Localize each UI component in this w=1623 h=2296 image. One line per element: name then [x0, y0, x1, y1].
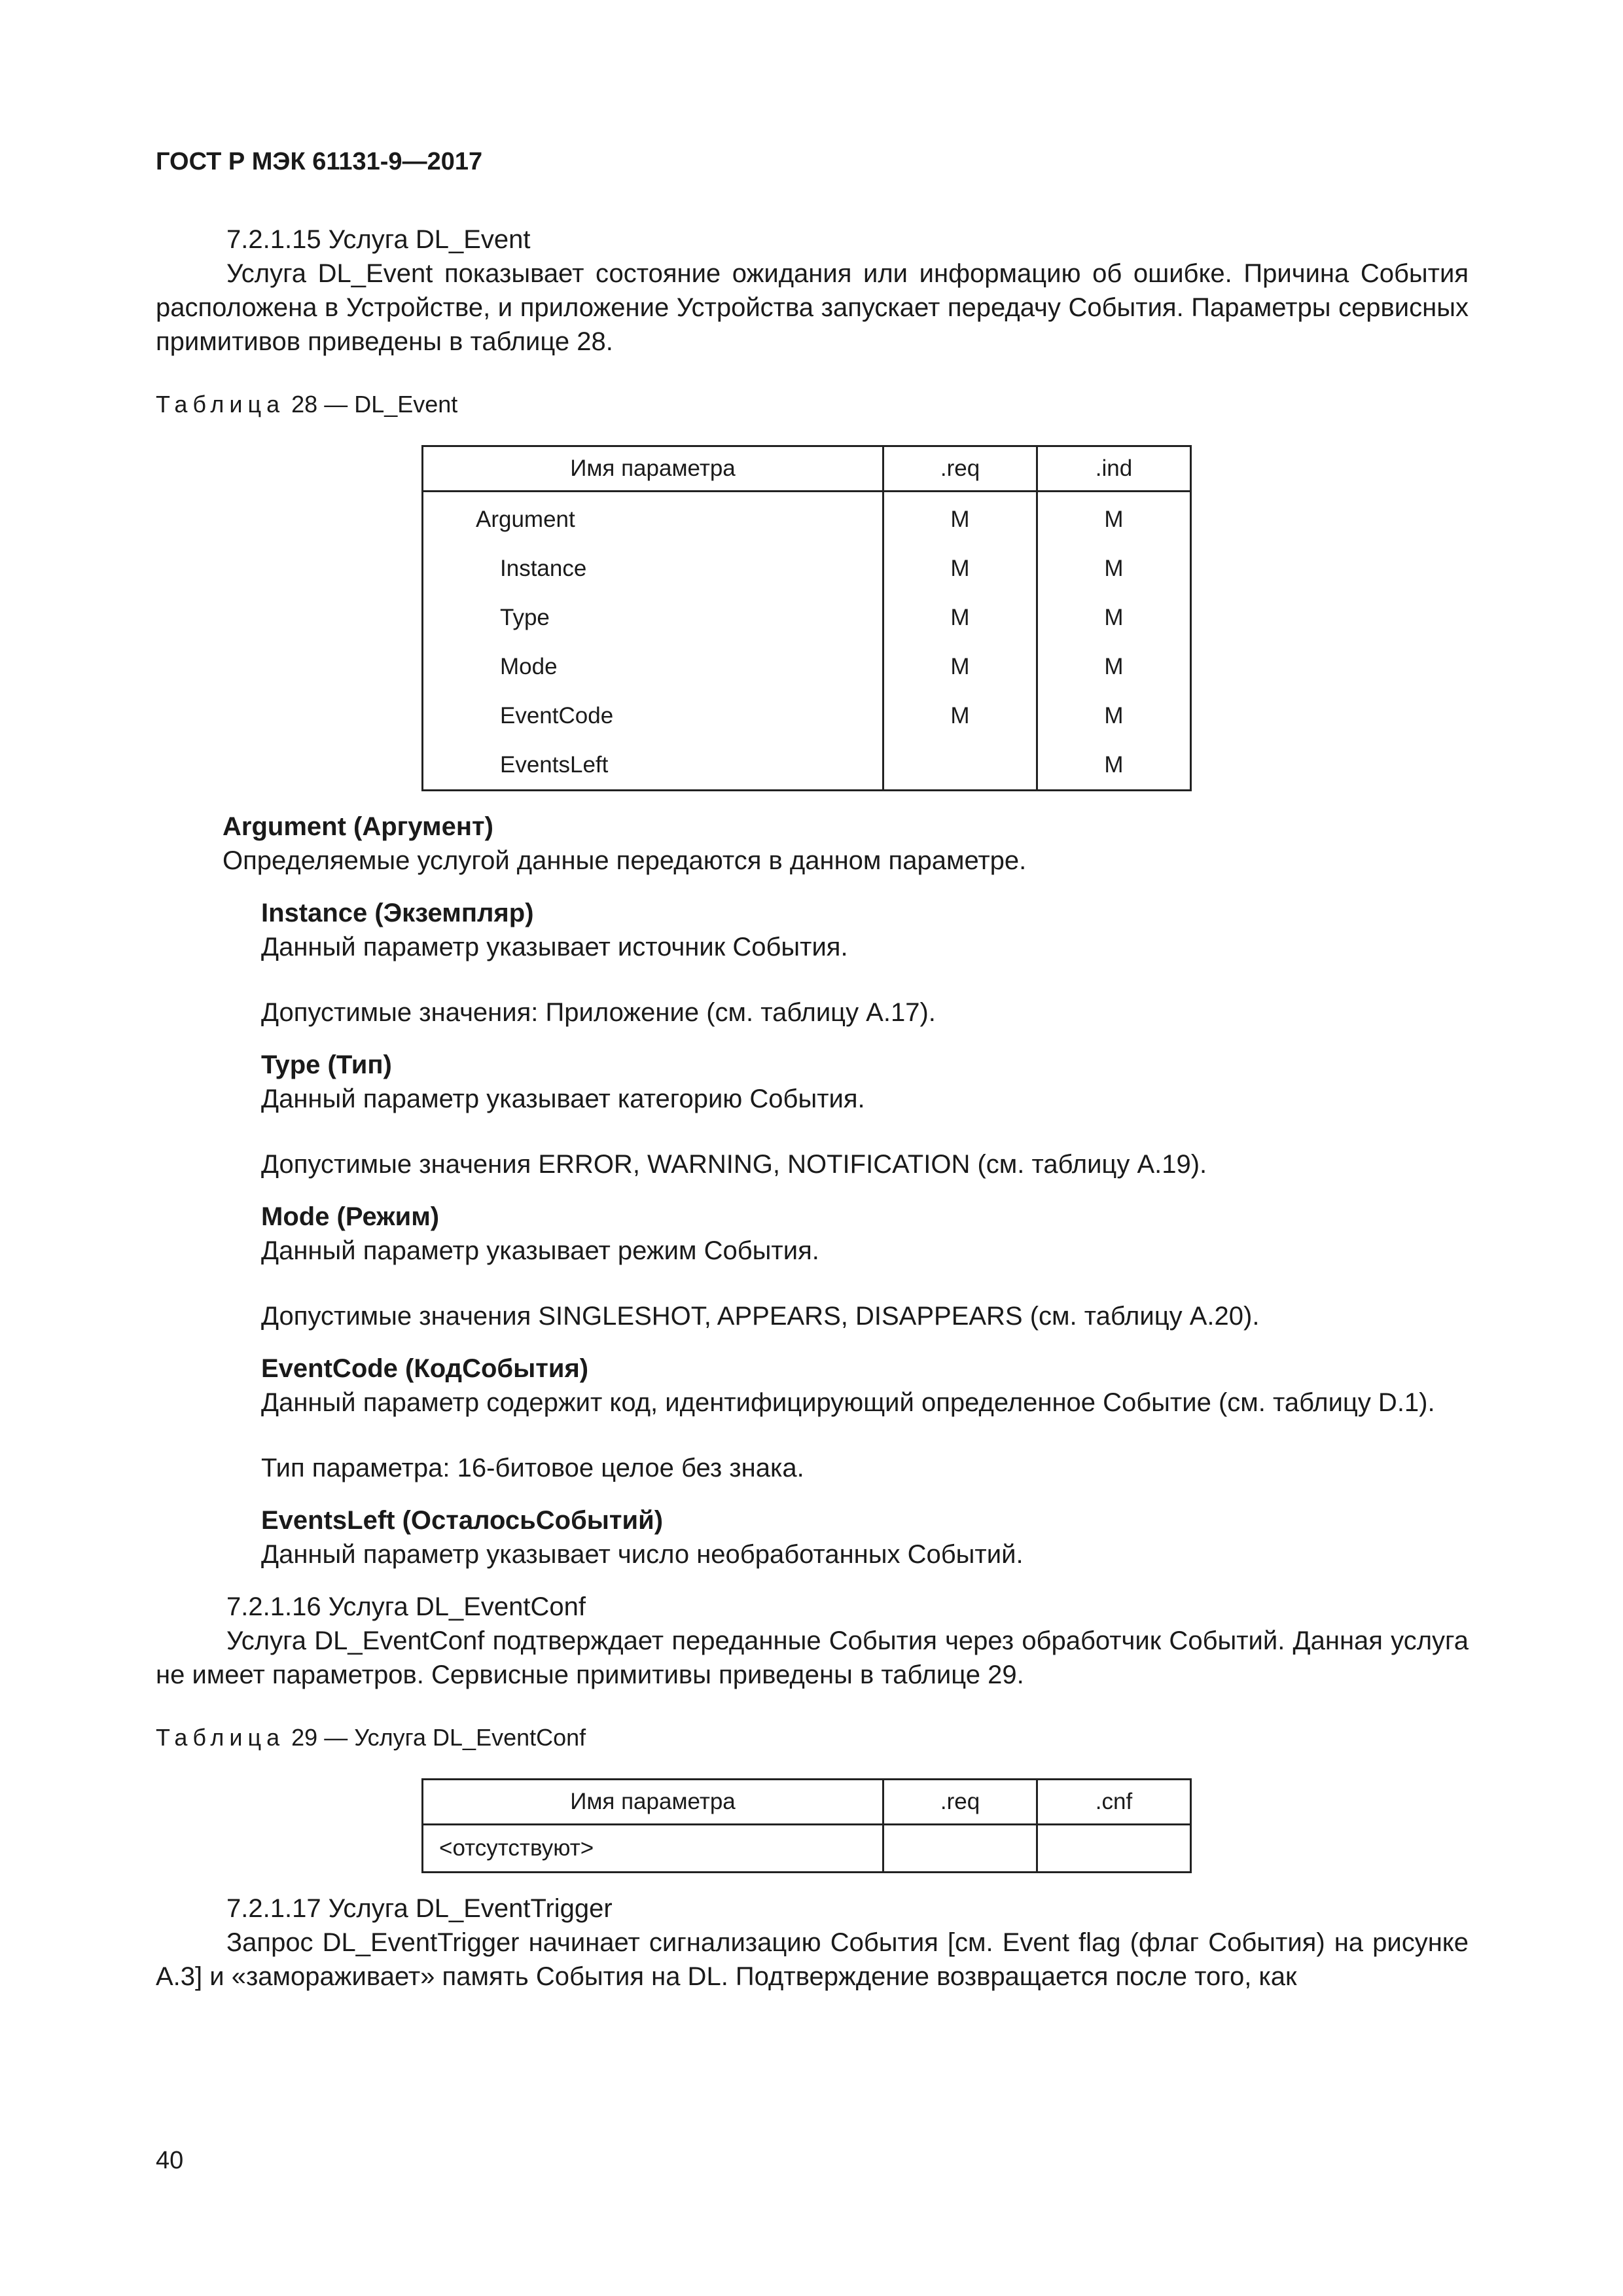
param-values-type: Допустимые значения ERROR, WARNING, NOTIFICATION (см. таблицу А.19).	[261, 1150, 1207, 1179]
header-param-name: Имя параметра	[423, 1780, 883, 1825]
param-text-eventcode: Данный параметр содержит код, идентифицирующий определенное Событие (см. таблицу D.1).	[261, 1388, 1435, 1417]
param-cnf	[1037, 1825, 1191, 1873]
param-name: Argument	[423, 492, 883, 545]
caption-rest: 29 — Услуга DL_EventConf	[285, 1724, 586, 1751]
header-cnf: .cnf	[1037, 1780, 1191, 1825]
param-block-eventsleft	[261, 1503, 1469, 1571]
param-values-mode: Допустимые значения SINGLESHOT, APPEARS, DISAPPEARS (см. таблицу А.20).	[261, 1302, 1260, 1331]
param-text-instance: Данный параметр указывает источник События.	[261, 933, 848, 961]
param-block-type	[261, 1048, 1469, 1181]
param-name: Instance	[423, 544, 883, 593]
param-values-eventcode: Тип параметра: 16-битовое целое без знака.	[261, 1454, 804, 1482]
param-text-type: Данный параметр указывает категорию События.	[261, 1085, 865, 1113]
param-title-instance: Instance (Экземпляр)	[261, 899, 534, 927]
param-name: Mode	[423, 642, 883, 691]
param-req	[883, 1825, 1037, 1873]
param-req: M	[883, 544, 1037, 593]
section-heading-7-2-1-15: 7.2.1.15 Услуга DL_Event	[226, 225, 531, 254]
param-req: M	[883, 593, 1037, 642]
param-ind: M	[1037, 691, 1191, 740]
param-block-eventcode	[261, 1352, 1469, 1485]
table-row	[423, 492, 1191, 545]
table-29	[421, 1778, 1192, 1873]
caption-word: Таблица	[156, 391, 285, 418]
param-title-argument: Argument (Аргумент)	[223, 812, 493, 841]
section-text-7-2-1-16: Услуга DL_EventConf подтверждает переданные События через обработчик Событий. Данная услуга не имеет параметров. Сервисные примитивы приведены в таблице 29.	[156, 1626, 1469, 1689]
param-ind: M	[1037, 642, 1191, 691]
param-name: EventsLeft	[423, 740, 883, 791]
table-28-caption	[156, 387, 1469, 422]
param-text-eventsleft: Данный параметр указывает число необработанных Событий.	[261, 1540, 1024, 1569]
table-header-row	[423, 446, 1191, 492]
param-block-instance	[261, 896, 1469, 1030]
param-text-argument: Определяемые услугой данные передаются в данном параметре.	[223, 846, 1027, 875]
table-row	[423, 642, 1191, 691]
table-row	[423, 740, 1191, 791]
header-req: .req	[883, 1780, 1037, 1825]
param-req	[883, 740, 1037, 791]
param-title-mode: Mode (Режим)	[261, 1202, 440, 1231]
section-text-7-2-1-17: Запрос DL_EventTrigger начинает сигнализацию События [см. Event flag (флаг События) на рисунке А.3] и «замораживает» память События на DL. Подтверждение возвращается после того, как	[156, 1928, 1469, 1991]
param-title-eventcode: EventCode (КодСобытия)	[261, 1354, 589, 1383]
param-name: EventCode	[423, 691, 883, 740]
section-text-7-2-1-15: Услуга DL_Event показывает состояние ожидания или информацию об ошибке. Причина События расположена в Устройстве, и приложение Устройства запускает передачу События. Параметры сервисных примитивов приведены в таблице 28.	[156, 259, 1469, 356]
param-name: Type	[423, 593, 883, 642]
caption-word: Таблица	[156, 1724, 285, 1751]
table-row	[423, 593, 1191, 642]
caption-rest: 28 — DL_Event	[285, 391, 458, 418]
param-block-argument	[223, 810, 1469, 878]
param-ind: M	[1037, 593, 1191, 642]
param-req: M	[883, 691, 1037, 740]
table-29-caption	[156, 1721, 1469, 1755]
param-values-instance: Допустимые значения: Приложение (см. таблицу А.17).	[261, 998, 936, 1027]
page-number: 40	[156, 2147, 184, 2174]
section-heading-7-2-1-16: 7.2.1.16 Услуга DL_EventConf	[226, 1592, 586, 1621]
page-content	[156, 223, 1469, 1994]
header-param-name: Имя параметра	[423, 446, 883, 492]
header-req: .req	[883, 446, 1037, 492]
param-req: M	[883, 492, 1037, 545]
document-header: ГОСТ Р МЭК 61131-9—2017	[156, 148, 483, 175]
table-28	[421, 445, 1192, 791]
param-text-mode: Данный параметр указывает режим События.	[261, 1236, 819, 1265]
param-title-eventsleft: EventsLeft (ОсталосьСобытий)	[261, 1506, 664, 1535]
param-req: M	[883, 642, 1037, 691]
table-row	[423, 691, 1191, 740]
param-name: <отсутствуют>	[423, 1825, 883, 1873]
table-header-row	[423, 1780, 1191, 1825]
param-ind: M	[1037, 492, 1191, 545]
param-ind: M	[1037, 544, 1191, 593]
header-ind: .ind	[1037, 446, 1191, 492]
section-heading-7-2-1-17: 7.2.1.17 Услуга DL_EventTrigger	[226, 1894, 613, 1923]
table-row	[423, 1825, 1191, 1873]
param-title-type: Type (Тип)	[261, 1050, 392, 1079]
table-row	[423, 544, 1191, 593]
param-ind: M	[1037, 740, 1191, 791]
param-block-mode	[261, 1200, 1469, 1333]
